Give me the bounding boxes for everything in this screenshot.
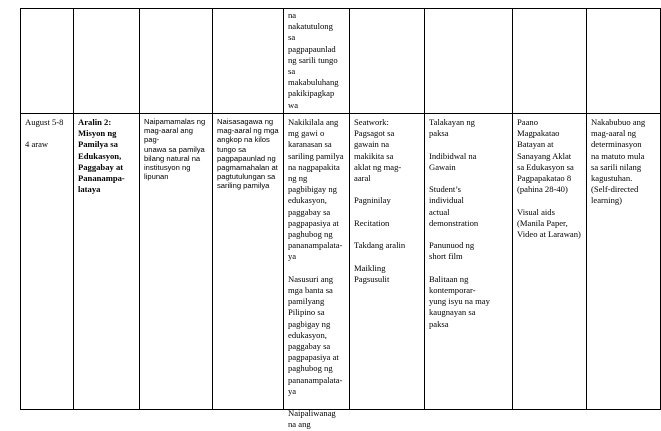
cell-content-standard [140,114,213,410]
cell-resources [513,9,587,114]
cell-competencies [284,114,350,430]
cell-assessment [350,114,425,410]
cell-content-standard [140,9,213,114]
cell-activities [425,114,513,410]
cell-text: na nakatutulong sa pagpapaunlad ng sarili tungo sa makabuluhang pakikipagkap wa [288,10,339,110]
cell-text: Paano Magpakatao Batayan at Sanayang Aklat sa Edukasyon sa Pagpapakatao 8 (pahina 28-40) Visual aids (Manila Paper, Video at Larawan) [517,117,581,240]
cell-performance-standard [213,9,284,114]
cell-text: Naipamamalas ng mag-aaral ang pag- unawa sa pamilya bilang natural na institusyon ng lipunan [144,117,206,182]
cell-lesson [74,9,140,114]
lesson-plan-table [20,8,661,430]
cell-remarks [587,9,661,114]
cell-assessment [350,9,425,114]
table-row [21,114,661,410]
cell-remarks [587,114,661,410]
cell-text: Naisasagawa ng mag-aaral ng mga angkop na kilos tungo sa pagpapaunlad ng pagmamahalan at pagtutulungan sa sariling pamilya [217,117,279,191]
cell-text: Aralin 2: Misyon ng Pamilya sa Edukasyon, Paggabay at Pananampa- lataya [78,117,125,195]
cell-text: Talakayan ng paksa Indibidwal na Gawain Student’s individual actual demonstration Panunuod ng short film Balitaan ng kontemporar- yung isyu na may kaugnayan sa paksa [429,117,490,329]
cell-activities [425,9,513,114]
cell-text: Nakikilala ang mg gawi o karanasan sa sariling pamilya na nagpapakita ng ng pagbibigay ng edukasyon, paggabay sa pagpapasiya at paghubog ng pananampalata- ya Nasusuri ang mga banta sa pamilyang Pilipino sa pagbigay ng edukasyon, paggabay sa pagpapasiya at paghubog ng pananampalata- ya Naipaliwanag na ang [288,117,344,430]
cell-text: Nakabubuo ang mag-aaral ng determinasyon na matuto mula sa sarili nilang kagustuhan. (Self-directed learning) [591,117,646,206]
cell-text: August 5-8 4 araw [25,117,64,150]
table-row [21,9,661,114]
cell-lesson [74,114,140,410]
cell-competencies [284,9,350,114]
cell-resources [513,114,587,410]
cell-date [21,9,74,114]
cell-text: Seatwork: Pagsagot sa gawain na makikita sa aklat ng mag- aaral Pagninilay Recitation Takdang aralin Maikling Pagsusulit [354,117,406,284]
cell-performance-standard [213,114,284,410]
cell-date [21,114,74,410]
